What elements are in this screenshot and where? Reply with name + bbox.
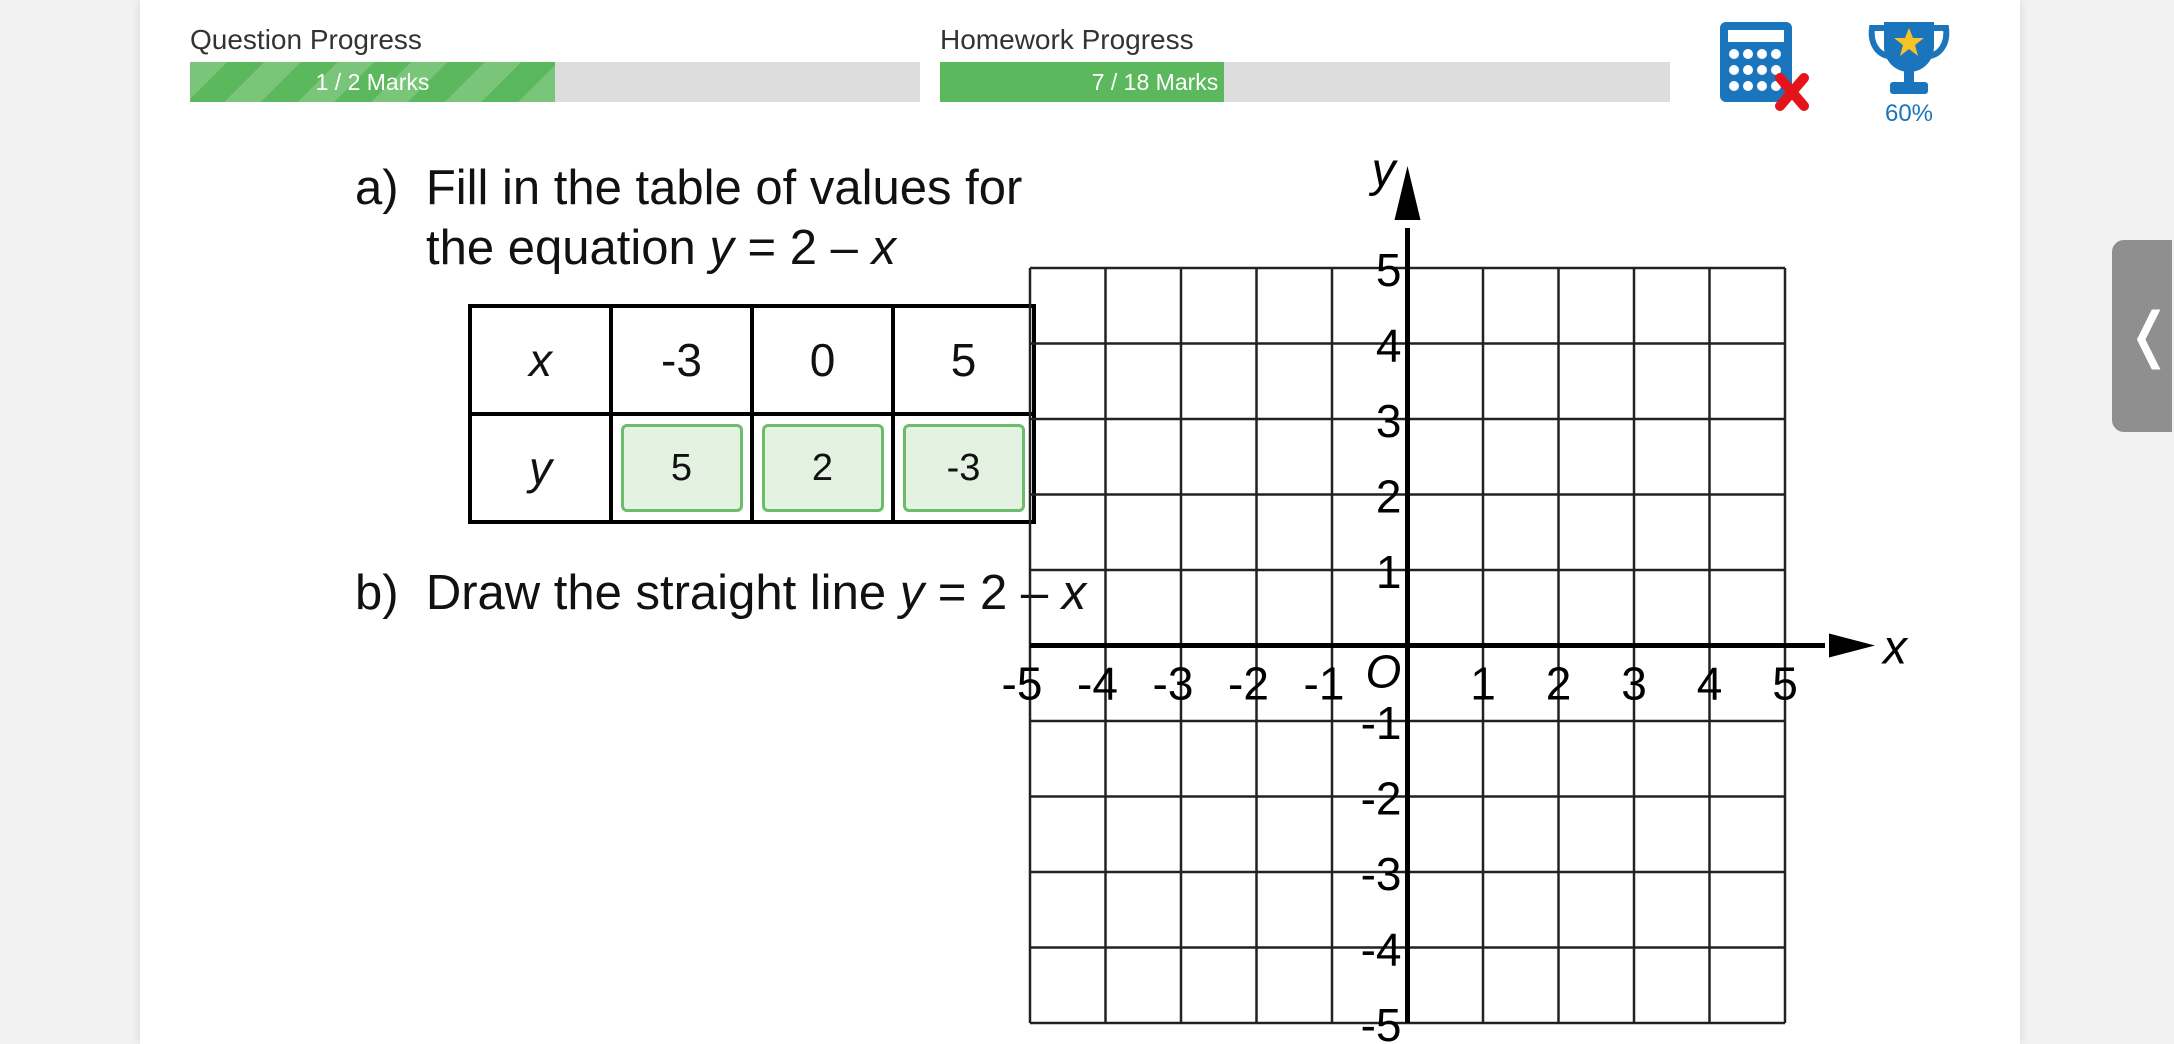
- x-tick-label: 5: [1772, 657, 1798, 710]
- question-progress-value: 1 / 2 Marks: [315, 68, 430, 95]
- question-progress-bar: [190, 62, 920, 102]
- part-b-var-x: x: [1061, 566, 1087, 620]
- x-tick-label: 2: [1545, 657, 1572, 710]
- part-a-text: Fill in the table of values for: [425, 161, 1023, 215]
- y-tick-label: 4: [1375, 319, 1402, 372]
- homework-progress-text: [940, 62, 1670, 102]
- x-tick-label: -1: [1303, 657, 1345, 710]
- x-value-cell: 5: [893, 306, 1034, 414]
- y-tick-label: -5: [1360, 999, 1402, 1044]
- y-answer-input[interactable]: 5: [621, 424, 743, 512]
- question-a-line1: [355, 160, 1022, 216]
- y-axis-label: y: [1371, 144, 1396, 197]
- question-a-line2: [426, 220, 896, 276]
- y-tick-label: 3: [1375, 395, 1402, 447]
- x-tick-label: 1: [1470, 657, 1496, 710]
- chevron-left-icon: ❬: [2124, 300, 2174, 370]
- table-row-y: [470, 414, 1034, 522]
- part-b-var-y: y: [899, 566, 925, 620]
- part-a-letter: a): [355, 161, 399, 215]
- trophy-percent: 60%: [1884, 100, 1934, 127]
- y-tick-label: 2: [1375, 470, 1402, 523]
- y-tick-label: 5: [1375, 244, 1402, 296]
- x-tick-label: 4: [1696, 657, 1723, 710]
- y-answer-cell: [611, 414, 752, 522]
- y-tick-label: -1: [1360, 697, 1402, 749]
- x-tick-label: -5: [1001, 657, 1043, 710]
- y-tick-label: 1: [1375, 546, 1402, 598]
- homework-progress-value: 7 / 18 Marks: [1091, 68, 1219, 95]
- trophy-icon: [1866, 18, 1952, 98]
- part-b-expr: = 2 –: [924, 566, 1062, 620]
- y-tick-label: -3: [1360, 848, 1402, 900]
- y-answer-input[interactable]: -3: [903, 424, 1025, 512]
- part-a-expr: = 2 –: [733, 221, 872, 275]
- coordinate-grid[interactable]: [1001, 144, 2010, 1044]
- x-tick-label: 3: [1621, 657, 1647, 710]
- x-header-cell: x: [470, 306, 611, 414]
- homework-page: [140, 0, 2020, 1044]
- part-b-letter: b): [355, 566, 399, 620]
- part-a-var-x: x: [871, 221, 896, 275]
- x-value-cell: 0: [752, 306, 893, 414]
- question-progress-text: [190, 62, 920, 102]
- y-tick-label: -2: [1360, 772, 1402, 825]
- values-table: [468, 304, 1036, 524]
- y-axis-arrow: [1395, 166, 1421, 220]
- y-tick-label: -4: [1360, 923, 1402, 976]
- calculator-disabled-button[interactable]: [1718, 20, 1822, 116]
- x-axis-arrow: [1829, 634, 1875, 658]
- homework-progress-label: Homework Progress: [940, 24, 1194, 55]
- x-tick-label: -2: [1228, 657, 1269, 710]
- question-progress-label: Question Progress: [190, 24, 422, 55]
- origin-label: O: [1365, 645, 1402, 698]
- part-b-text: Draw the straight line: [425, 566, 900, 620]
- homework-progress-bar: [940, 62, 1670, 102]
- y-answer-cell: [752, 414, 893, 522]
- x-value-cell: -3: [611, 306, 752, 414]
- part-a-line2-prefix: the equation: [426, 221, 710, 275]
- trophy-button[interactable]: [1866, 18, 1952, 98]
- y-header-cell: y: [470, 414, 611, 522]
- x-axis-label: x: [1883, 621, 1907, 675]
- side-panel-toggle[interactable]: [2112, 240, 2172, 432]
- table-row-x: [470, 306, 1034, 414]
- question-b-line: [355, 565, 1086, 621]
- x-tick-label: -4: [1077, 657, 1118, 710]
- calculator-icon: [1718, 20, 1822, 116]
- part-a-var-y: y: [709, 221, 734, 275]
- y-answer-input[interactable]: 2: [762, 424, 884, 512]
- x-tick-label: -3: [1152, 657, 1194, 710]
